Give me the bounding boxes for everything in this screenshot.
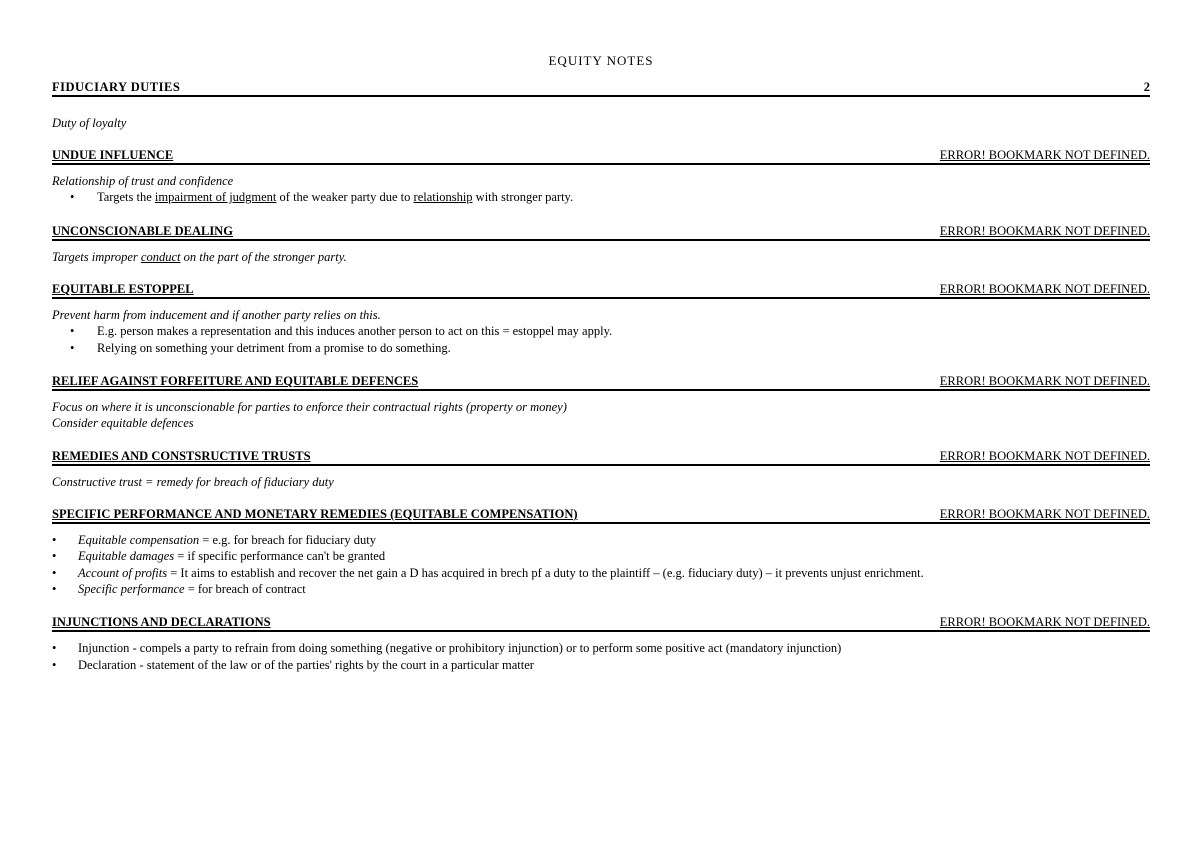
text: with stronger party.	[472, 190, 574, 204]
bullet-glyph: •	[52, 658, 57, 672]
toc-heading: SPECIFIC PERFORMANCE AND MONETARY REMEDIES (EQUITABLE COMPENSATION)	[52, 507, 578, 521]
unconscionable-subheading	[52, 249, 347, 265]
list-item	[70, 340, 451, 356]
text: = for breach of contract	[184, 582, 306, 596]
toc-heading: RELIEF AGAINST FORFEITURE AND EQUITABLE DEFENCES	[52, 374, 419, 388]
estoppel-subheading: Prevent harm from inducement and if another party relies on this.	[52, 308, 381, 322]
toc-heading: INJUNCTIONS AND DECLARATIONS	[52, 615, 271, 629]
document-title: EQUITY NOTES	[548, 53, 654, 68]
list-item	[52, 640, 841, 656]
toc-page-number: 2	[1143, 80, 1150, 94]
toc-entry-remedies-constructive-trusts[interactable]	[52, 449, 1150, 466]
toc-entry-specific-performance[interactable]	[52, 507, 1150, 524]
underlined-term: conduct	[140, 250, 181, 264]
remedies-subheading: Constructive trust = remedy for breach of fiduciary duty	[52, 475, 334, 489]
toc-entry-equitable-estoppel[interactable]	[52, 282, 1150, 299]
bullet-glyph: •	[70, 190, 75, 204]
list-item	[52, 565, 924, 581]
list-item	[52, 532, 376, 548]
text: Relying on something your detriment from a promise to do something.	[97, 341, 451, 355]
list-item	[52, 657, 534, 673]
text: Targets improper	[52, 250, 141, 264]
toc-page-error: ERROR! BOOKMARK NOT DEFINED.	[939, 449, 1150, 463]
toc-entry-undue-influence[interactable]	[52, 148, 1150, 165]
remedy-term: Specific performance	[78, 582, 185, 596]
toc-page-error: ERROR! BOOKMARK NOT DEFINED.	[939, 374, 1150, 388]
text: E.g. person makes a representation and this induces another person to act on this = estoppel may apply.	[97, 324, 613, 338]
list-item	[70, 323, 612, 339]
text: = It aims to establish and recover the net gain a D has acquired in brech pf a duty to the plaintiff – (e.g. fiduciary duty) – it prevents unjust enrichment.	[167, 566, 924, 580]
toc-heading: UNCONSCIONABLE DEALING	[52, 224, 233, 238]
toc-page-error: ERROR! BOOKMARK NOT DEFINED.	[939, 224, 1150, 238]
bullet-glyph: •	[70, 341, 75, 355]
toc-entry-injunctions-declarations[interactable]	[52, 615, 1150, 632]
toc-heading: REMEDIES AND CONSTSRUCTIVE TRUSTS	[52, 449, 311, 463]
underlined-term: relationship	[413, 190, 473, 204]
text: Injunction - compels a party to refrain from doing something (negative or prohibitory injunction) or to perform some positive act (mandatory injunction)	[78, 641, 842, 655]
list-item	[52, 581, 306, 597]
text: = e.g. for breach for fiduciary duty	[199, 533, 376, 547]
fiduciary-subheading: Duty of loyalty	[52, 116, 127, 130]
underlined-term: impairment of judgment	[154, 190, 277, 204]
toc-entry-unconscionable-dealing[interactable]	[52, 224, 1150, 241]
text: on the part of the stronger party.	[180, 250, 347, 264]
bullet-glyph: •	[70, 324, 75, 338]
remedy-term: Equitable damages	[78, 549, 175, 563]
toc-page-error: ERROR! BOOKMARK NOT DEFINED.	[939, 148, 1150, 162]
bullet-glyph: •	[52, 566, 57, 580]
toc-heading: FIDUCIARY DUTIES	[52, 80, 181, 94]
remedy-term: Account of profits	[78, 566, 168, 580]
list-item	[70, 189, 573, 205]
toc-page-error: ERROR! BOOKMARK NOT DEFINED.	[939, 507, 1150, 521]
toc-entry-fiduciary-duties[interactable]	[52, 80, 1150, 97]
forfeiture-line: Focus on where it is unconscionable for parties to enforce their contractual rights (property or money)	[52, 400, 567, 414]
toc-page-error: ERROR! BOOKMARK NOT DEFINED.	[939, 615, 1150, 629]
bullet-glyph: •	[52, 549, 57, 563]
text: Declaration - statement of the law or of the parties' rights by the court in a particular matter	[78, 658, 534, 672]
remedy-term: Equitable compensation	[78, 533, 200, 547]
list-item	[52, 548, 385, 564]
text: Targets the	[97, 190, 155, 204]
undue-influence-subheading: Relationship of trust and confidence	[52, 174, 234, 188]
toc-entry-relief-against-forfeiture[interactable]	[52, 374, 1150, 391]
text: of the weaker party due to	[276, 190, 414, 204]
toc-page-error: ERROR! BOOKMARK NOT DEFINED.	[939, 282, 1150, 296]
bullet-glyph: •	[52, 582, 57, 596]
forfeiture-line: Consider equitable defences	[52, 416, 194, 430]
toc-heading: UNDUE INFLUENCE	[52, 148, 174, 162]
bullet-glyph: •	[52, 641, 57, 655]
toc-heading: EQUITABLE ESTOPPEL	[52, 282, 194, 296]
bullet-glyph: •	[52, 533, 57, 547]
text: = if specific performance can't be granted	[174, 549, 386, 563]
